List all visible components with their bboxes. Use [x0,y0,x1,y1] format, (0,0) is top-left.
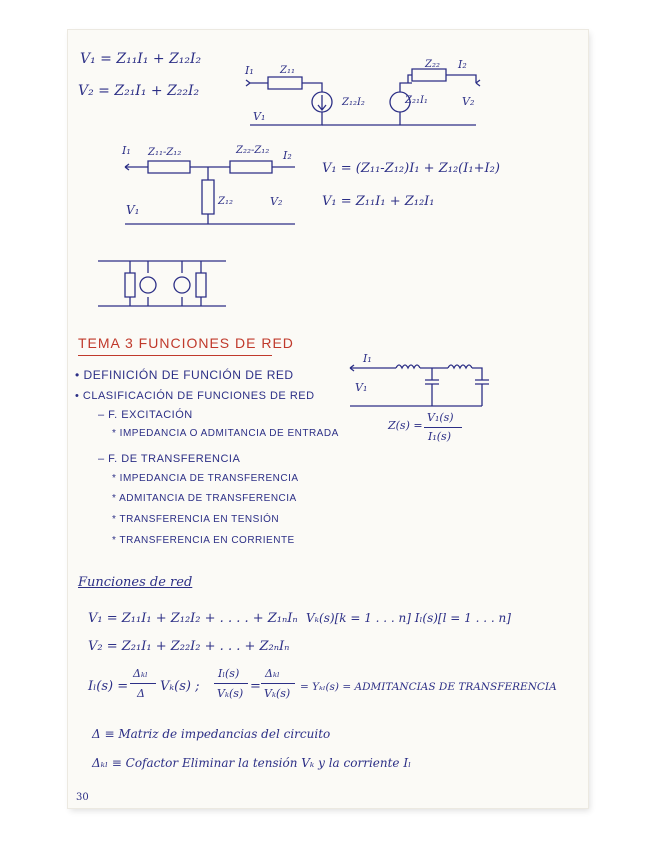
frac3-numerator: Δₖₗ [265,667,280,680]
c2-v2-label: V₂ [270,195,283,208]
c1-z22-label: Z₂₂ [425,59,440,70]
section-title-underline [78,355,272,356]
c2-z12-label: Z₁₂ [218,196,233,207]
equation-v1-general: V₁ = Z₁₁I₁ + Z₁₂I₂ + . . . . + Z₁ₙIₙ [88,611,298,626]
equals-sign: = [250,679,261,694]
parallel-sources-circuit [98,258,228,318]
zs-label: Z(s) = [388,419,423,432]
c1-z12i2-label: Z₁₂I₂ [342,97,365,108]
cofactor-definition: Δₖₗ ≡ Cofactor Eliminar la tensión Vₖ y la corriente Iₗ [92,756,412,770]
zs-fraction-bar [424,427,462,428]
index-ranges: Vₖ(s)[k = 1 . . . n] Iₗ(s)[l = 1 . . . n] [306,611,511,625]
outline-item-clasificacion: • CLASIFICACIÓN DE FUNCIONES DE RED [75,390,315,402]
outline-transferencia-sub-3: * TRANSFERENCIA EN TENSIÓN [112,514,280,525]
admitancias-transferencia-text: = Yₖₗ(s) = ADMITANCIAS DE TRANSFERENCIA [300,681,557,693]
c2-z22-z12-label: Z₂₂-Z₁₂ [236,145,270,156]
equation-v1-t-model-simplified: V₁ = Z₁₁I₁ + Z₁₂I₁ [322,194,435,209]
frac2-bar [214,683,248,684]
c1-i1-label: I₁ [245,64,254,77]
equation-v1-top: V₁ = Z₁₁I₁ + Z₁₂I₂ [80,51,202,67]
c2-v1-label: V₁ [126,203,140,217]
outline-item-definicion: • DEFINICIÓN DE FUNCIÓN DE RED [75,368,294,382]
page-number: 30 [76,792,89,803]
outline-transferencia-sub-2: * ADMITANCIA DE TRANSFERENCIA [112,493,297,504]
section2-title: Funciones de red [78,575,193,590]
frac3-denominator: Vₖ(s) [264,687,291,700]
outline-excitacion-sub: * IMPEDANCIA O ADMITANCIA DE ENTRADA [112,428,339,439]
section-title: TEMA 3 FUNCIONES DE RED [78,335,294,351]
c1-i2-label: I₂ [458,58,467,71]
equation-v2-top: V₂ = Z₂₁I₁ + Z₂₂I₂ [78,83,200,99]
c3-v1-label: V₁ [355,381,368,394]
lc-ladder-circuit [348,358,498,414]
outline-transferencia-sub-1: * IMPEDANCIA DE TRANSFERENCIA [112,473,299,484]
equation-v2-general: V₂ = Z₂₁I₁ + Z₂₂I₂ + . . . + Z₂ₙIₙ [88,639,290,654]
c3-i1-label: I₁ [363,352,372,365]
zs-numerator: V₁(s) [427,411,454,424]
il-eq-vk: Vₖ(s) ; [160,679,200,694]
t-equivalent-circuit [120,147,300,230]
frac2-numerator: Iₗ(s) [218,667,240,680]
c1-v1-label: V₁ [253,110,266,123]
frac2-denominator: Vₖ(s) [217,687,244,700]
c2-i1-label: I₁ [122,144,131,157]
zs-denominator: I₁(s) [428,430,451,443]
outline-excitacion: – F. EXCITACIÓN [98,409,193,421]
equation-v1-t-model: V₁ = (Z₁₁-Z₁₂)I₁ + Z₁₂(I₁+I₂) [322,161,500,176]
frac1-bar [130,683,156,684]
outline-transferencia: – F. DE TRANSFERENCIA [98,453,241,465]
z-parameter-circuit [240,55,480,130]
c2-i2-label: I₂ [283,149,292,162]
c1-z21i1-label: Z₂₁I₁ [405,95,428,106]
c1-v2-label: V₂ [462,95,475,108]
frac1-numerator: Δₖₗ [133,667,148,680]
frac1-denominator: Δ [137,687,145,700]
c2-z11-z12-label: Z₁₁-Z₁₂ [148,147,182,158]
delta-definition: Δ ≡ Matriz de impedancias del circuito [92,727,331,741]
outline-transferencia-sub-4: * TRANSFERENCIA EN CORRIENTE [112,535,295,546]
il-eq-prefix: Iₗ(s) = [88,679,129,694]
frac3-bar [261,683,295,684]
c1-z11-label: Z₁₁ [280,65,295,76]
